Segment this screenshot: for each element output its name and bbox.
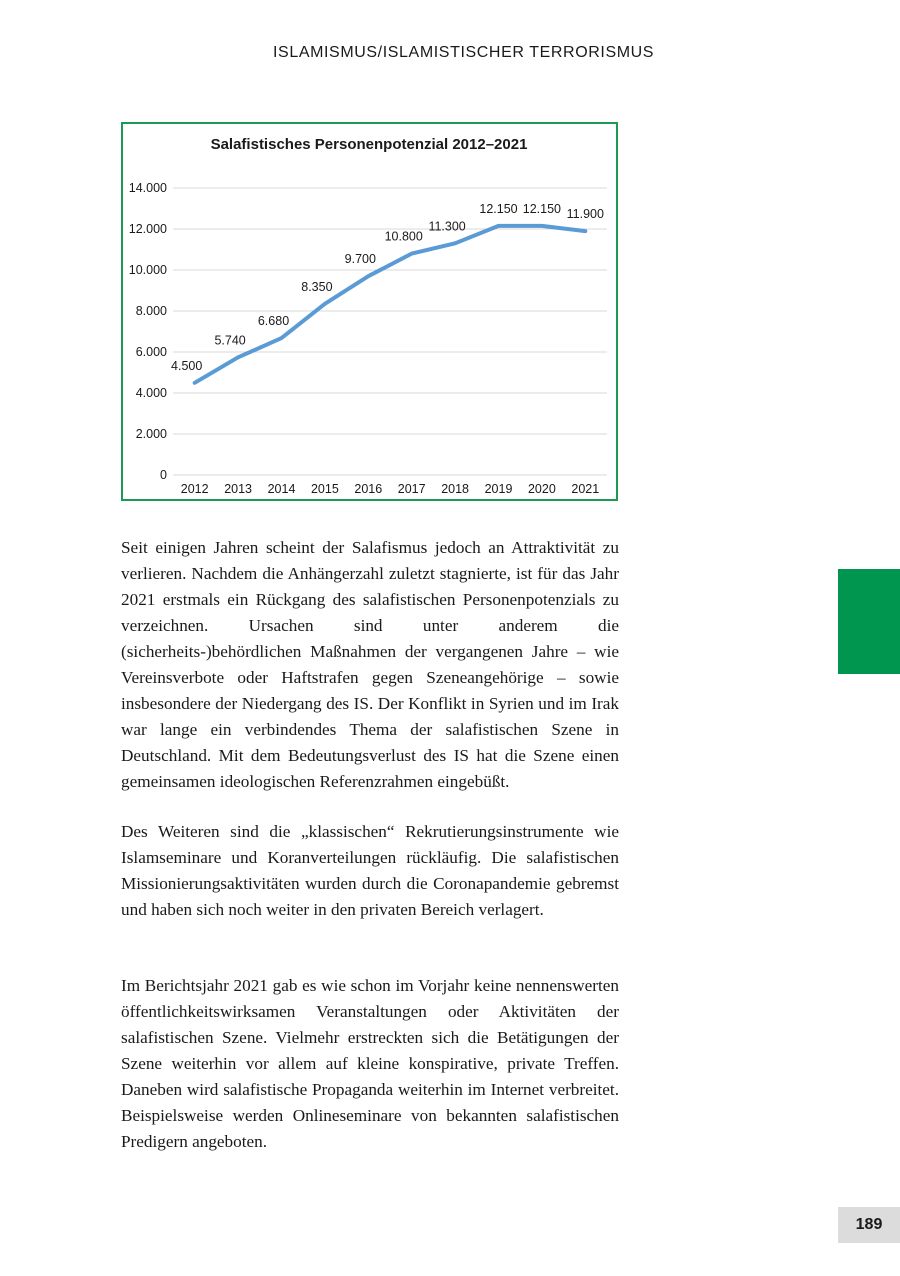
data-label: 11.300 bbox=[428, 219, 466, 234]
chart-svg bbox=[123, 124, 616, 499]
paragraph-1: Seit einigen Jahren scheint der Salafismus jedoch an Attraktivität zu verlieren. Nachdem die Anhängerzahl zuletzt stagnierte, ist für das Jahr 2021 erstmals ein Rückgang des salafistischen Personenpotenzials zu verzeichnen. Ursachen sind unter anderem die (sicherheits-)behördlichen Maßnahmen der vergangenen Jahre – wie Vereinsverbote oder Haftstrafen gegen Szeneangehörige – sowie insbesondere der Niedergang des IS. Der Konflikt in Syrien und im Irak war lange ein verbindendes Thema der salafistischen Szene in Deutschland. Mit dem Bedeutungsverlust des IS hat die Szene einen gemeinsamen ideologischen Referenzrahmen eingebüßt. bbox=[121, 538, 619, 791]
data-line-group bbox=[195, 226, 586, 383]
line-chart bbox=[121, 122, 618, 501]
page-number-box bbox=[838, 1207, 900, 1243]
data-label: 6.680 bbox=[257, 314, 290, 329]
data-label: 12.150 bbox=[479, 201, 518, 216]
data-label: 10.800 bbox=[384, 229, 423, 244]
data-label: 9.700 bbox=[344, 252, 376, 267]
data-label: 4.500 bbox=[171, 358, 203, 373]
y-tick-label: 6.000 bbox=[135, 345, 167, 359]
x-tick-label: 2017 bbox=[397, 482, 426, 496]
x-tick-label: 2016 bbox=[354, 482, 383, 496]
data-label: 12.150 bbox=[522, 201, 562, 216]
x-tick-label: 2019 bbox=[484, 482, 513, 496]
page-number: 189 bbox=[855, 1216, 883, 1233]
chart-title: Salafistisches Personenpotenzial 2012–2021 bbox=[210, 136, 528, 153]
chapter-side-tab bbox=[838, 569, 900, 674]
paragraph-2: Des Weiteren sind die „klassischen“ Rekrutierungsinstrumente wie Islamseminare und Koranverteilungen rückläufig. Die salafistischen Missionierungsaktivitäten wurden durch die Coronapandemie gebremst und haben sich noch weiter in den privaten Bereich verlagert. bbox=[121, 822, 619, 919]
y-axis-ticks bbox=[129, 181, 167, 482]
y-tick-label: 2.000 bbox=[135, 427, 167, 441]
x-axis-ticks bbox=[181, 482, 599, 496]
y-tick-label: 8.000 bbox=[135, 304, 167, 318]
series-line bbox=[195, 226, 586, 383]
y-tick-label: 14.000 bbox=[128, 181, 167, 195]
x-tick-label: 2018 bbox=[441, 482, 470, 496]
x-tick-label: 2012 bbox=[180, 482, 209, 496]
y-tick-label: 10.000 bbox=[128, 263, 167, 277]
paragraph-3: Im Berichtsjahr 2021 gab es wie schon im Vorjahr keine nennenswerten öffentlichkeitswirksamen Veranstaltungen oder Aktivitäten der salafistischen Szene. Vielmehr erstreckten sich die Betätigungen der Szene weiterhin vor allem auf kleine konspirative, private Treffen. Daneben wird salafistische Propaganda weiterhin im Internet verbreitet. Beispielsweise werden Onlineseminare von bekannten salafistischen Predigern angeboten. bbox=[121, 976, 619, 1151]
y-tick-label: 12.000 bbox=[128, 222, 167, 236]
data-label: 11.900 bbox=[566, 207, 604, 222]
x-tick-label: 2013 bbox=[224, 482, 253, 496]
x-tick-label: 2015 bbox=[310, 482, 339, 496]
data-label: 8.350 bbox=[301, 279, 333, 294]
running-header: ISLAMISMUS/ISLAMISTISCHER TERRORISMUS bbox=[273, 44, 655, 61]
y-tick-label: 4.000 bbox=[135, 386, 167, 400]
data-label: 5.740 bbox=[214, 333, 246, 348]
x-tick-label: 2021 bbox=[571, 482, 600, 496]
y-tick-label: 0 bbox=[160, 468, 167, 482]
x-tick-label: 2020 bbox=[527, 482, 556, 496]
x-tick-label: 2014 bbox=[267, 482, 296, 496]
